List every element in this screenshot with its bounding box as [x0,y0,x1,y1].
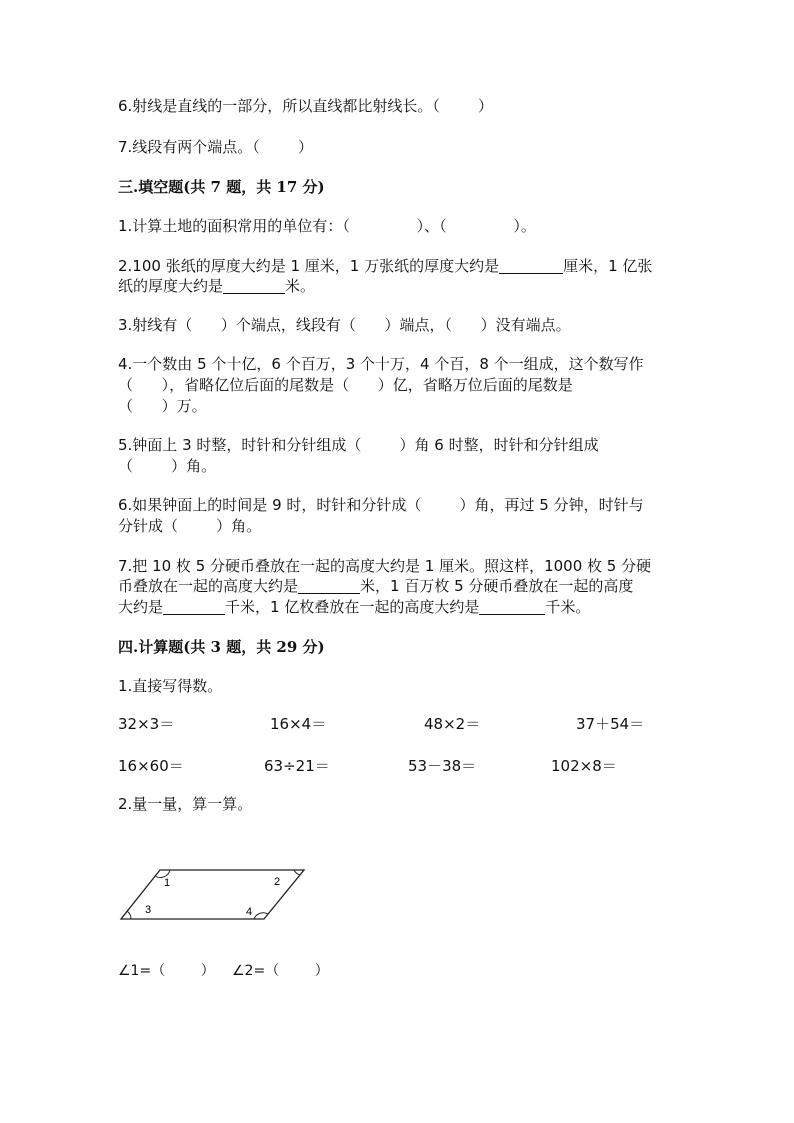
angle-arc-3 [127,911,131,919]
calc-item: 32×3＝ [118,715,175,733]
calc-item: 16×4＝ [270,715,327,733]
fill-question-7-line2 [118,576,633,596]
calc-question-1: 1.直接写得数。 [118,677,223,695]
angle-2-answer: ∠2=（ ） [232,963,329,979]
fill-question-6-line1: 6.如果钟面上的时间是 9 时，时针和分针成（ ）角，再过 5 分钟，时针与 [118,496,644,514]
fill-q2-text-a: 2.100 张纸的厚度大约是 1 厘米，1 万张纸的厚度大约是 [118,257,500,275]
angle-label-2: 2 [274,876,281,888]
fill-question-2-line2 [118,276,315,296]
answer-blank[interactable] [499,257,563,274]
fill-q2-text-d: 米。 [285,277,316,295]
fill-question-5-line2: （ ）角。 [118,457,217,475]
angle-label-3: 3 [145,904,152,916]
fill-question-4-line2: （ ），省略亿位后面的尾数是（ ）亿，省略万位后面的尾数是 [118,376,573,394]
fill-question-4-line1: 4.一个数由 5 个十亿，6 个百万，3 个十万，4 个百，8 个一组成，这个数写作 [118,355,644,373]
section4-heading: 四.计算题(共 3 题，共 29 分) [118,638,325,656]
section3-heading: 三.填空题(共 7 题，共 17 分) [118,178,325,196]
fill-question-1: 1.计算土地的面积常用的单位有：（ ）、（ ）。 [118,217,536,235]
fill-question-2-line1 [118,256,652,276]
calc-item: 48×2＝ [424,715,481,733]
fill-question-6-line2: 分针成（ ）角。 [118,517,262,535]
calc-item: 102×8＝ [551,757,617,775]
fill-question-7-line1: 7.把 10 枚 5 分硬币叠放在一起的高度大约是 1 厘米。照这样，1000 枚 5 分硬 [118,557,652,575]
fill-question-5-line1: 5.钟面上 3 时整，时针和分针组成（ ）角 6 时整，时针和分针组成 [118,436,599,454]
angle-label-4: 4 [246,906,253,918]
parallelogram-figure [118,862,318,932]
answer-blank[interactable] [298,577,360,594]
calc-item: 16×60＝ [118,757,184,775]
tf-question-6: 6.射线是直线的一部分，所以直线都比射线长。（ ） [118,97,493,115]
fill-q2-text-b: 厘米，1 亿张 [563,257,653,275]
fill-q7-text-b1: 币叠放在一起的高度大约是 [118,577,299,595]
fill-q2-text-c: 纸的厚度大约是 [118,277,224,295]
calc-item: 63÷21＝ [264,757,330,775]
tf-question-7: 7.线段有两个端点。（ ） [118,138,313,156]
angle-1-answer: ∠1=（ ） [118,963,215,979]
calc-question-2: 2.量一量，算一算。 [118,795,253,813]
answer-blank[interactable] [479,598,545,615]
answer-blank[interactable] [223,277,285,294]
fill-q7-text-b2: 米，1 百万枚 5 分硬币叠放在一起的高度 [360,577,634,595]
calc-item: 53－38＝ [408,757,477,775]
fill-question-4-line3: （ ）万。 [118,397,207,415]
fill-question-3: 3.射线有（ ）个端点，线段有（ ）端点，（ ）没有端点。 [118,316,571,334]
answer-blank[interactable] [163,598,225,615]
angle-label-1: 1 [164,877,171,889]
fill-question-7-line3 [118,597,590,617]
calc-item: 37＋54＝ [576,715,645,733]
fill-q7-text-c3: 千米。 [545,598,591,616]
fill-q7-text-c2: 千米，1 亿枚叠放在一起的高度大约是 [225,598,480,616]
angle-arc-2 [294,870,300,875]
fill-q7-text-c1: 大约是 [118,598,164,616]
